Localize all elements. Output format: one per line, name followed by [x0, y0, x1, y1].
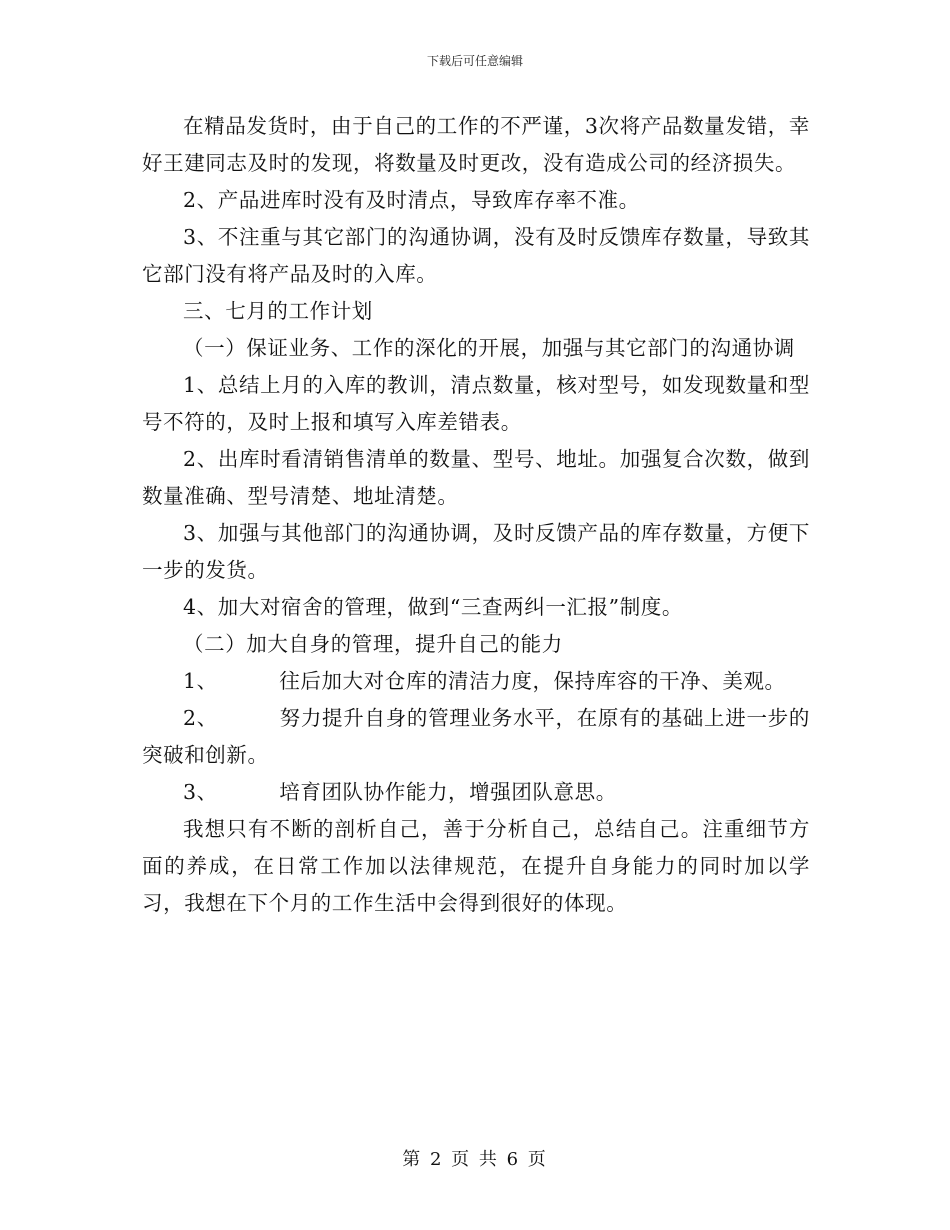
subheading-part-1: （一）保证业务、工作的深化的开展，加强与其它部门的沟通协调 [183, 336, 795, 360]
plan-item-1: 1、总结上月的入库的教训，清点数量，核对型号，如发现数量和型号不符的，及时上报和填写入库差错表。 [142, 373, 810, 434]
paragraph-issue-2: 2、产品进库时没有及时清点，导致库存率不准。 [183, 188, 640, 212]
page-header-note: 下载后可任意编辑 [426, 54, 523, 68]
list-text: 往后加大对仓库的清洁力度，保持库容的干净、美观。 [279, 669, 786, 693]
subheading-part-2: （二）加大自身的管理，提升自己的能力 [183, 632, 563, 656]
plan-item-4: 4、加大对宿舍的管理，做到“三查两纠一汇报”制度。 [183, 595, 684, 619]
page-number-footer: 第 2 页 共 6 页 [402, 1149, 548, 1170]
plan-item-2: 2、出库时看清销售清单的数量、型号、地址。加强复合次数，做到数量准确、型号清楚、地址清楚。 [142, 447, 810, 508]
list-text: 培育团队协作能力，增强团队意思。 [279, 780, 617, 804]
self-improvement-item-2 [142, 700, 810, 774]
closing-paragraph: 我想只有不断的剖析自己，善于分析自己，总结自己。注重细节方面的养成，在日常工作加以法律规范，在提升自身能力的同时加以学习，我想在下个月的工作生活中会得到很好的体现。 [142, 817, 810, 915]
list-text: 努力提升自身的管理业务水平，在原有的基础上进一步的突破和创新。 [142, 706, 810, 767]
list-number: 2、 [183, 706, 218, 730]
paragraph-issue-3: 3、不注重与其它部门的沟通协调，没有及时反馈库存数量，导致其它部门没有将产品及时的入库。 [142, 225, 810, 286]
document-body [142, 108, 810, 922]
paragraph-shipping-error: 在精品发货时，由于自己的工作的不严谨，3次将产品数量发错，幸好王建同志及时的发现，将数量及时更改，没有造成公司的经济损失。 [142, 114, 810, 175]
self-improvement-item-1 [142, 663, 810, 700]
list-number: 3、 [183, 780, 218, 804]
section-heading-july-plan: 三、七月的工作计划 [183, 299, 373, 323]
list-number: 1、 [183, 669, 218, 693]
plan-item-3: 3、加强与其他部门的沟通协调，及时反馈产品的库存数量，方便下一步的发货。 [142, 521, 810, 582]
self-improvement-item-3 [142, 774, 810, 811]
